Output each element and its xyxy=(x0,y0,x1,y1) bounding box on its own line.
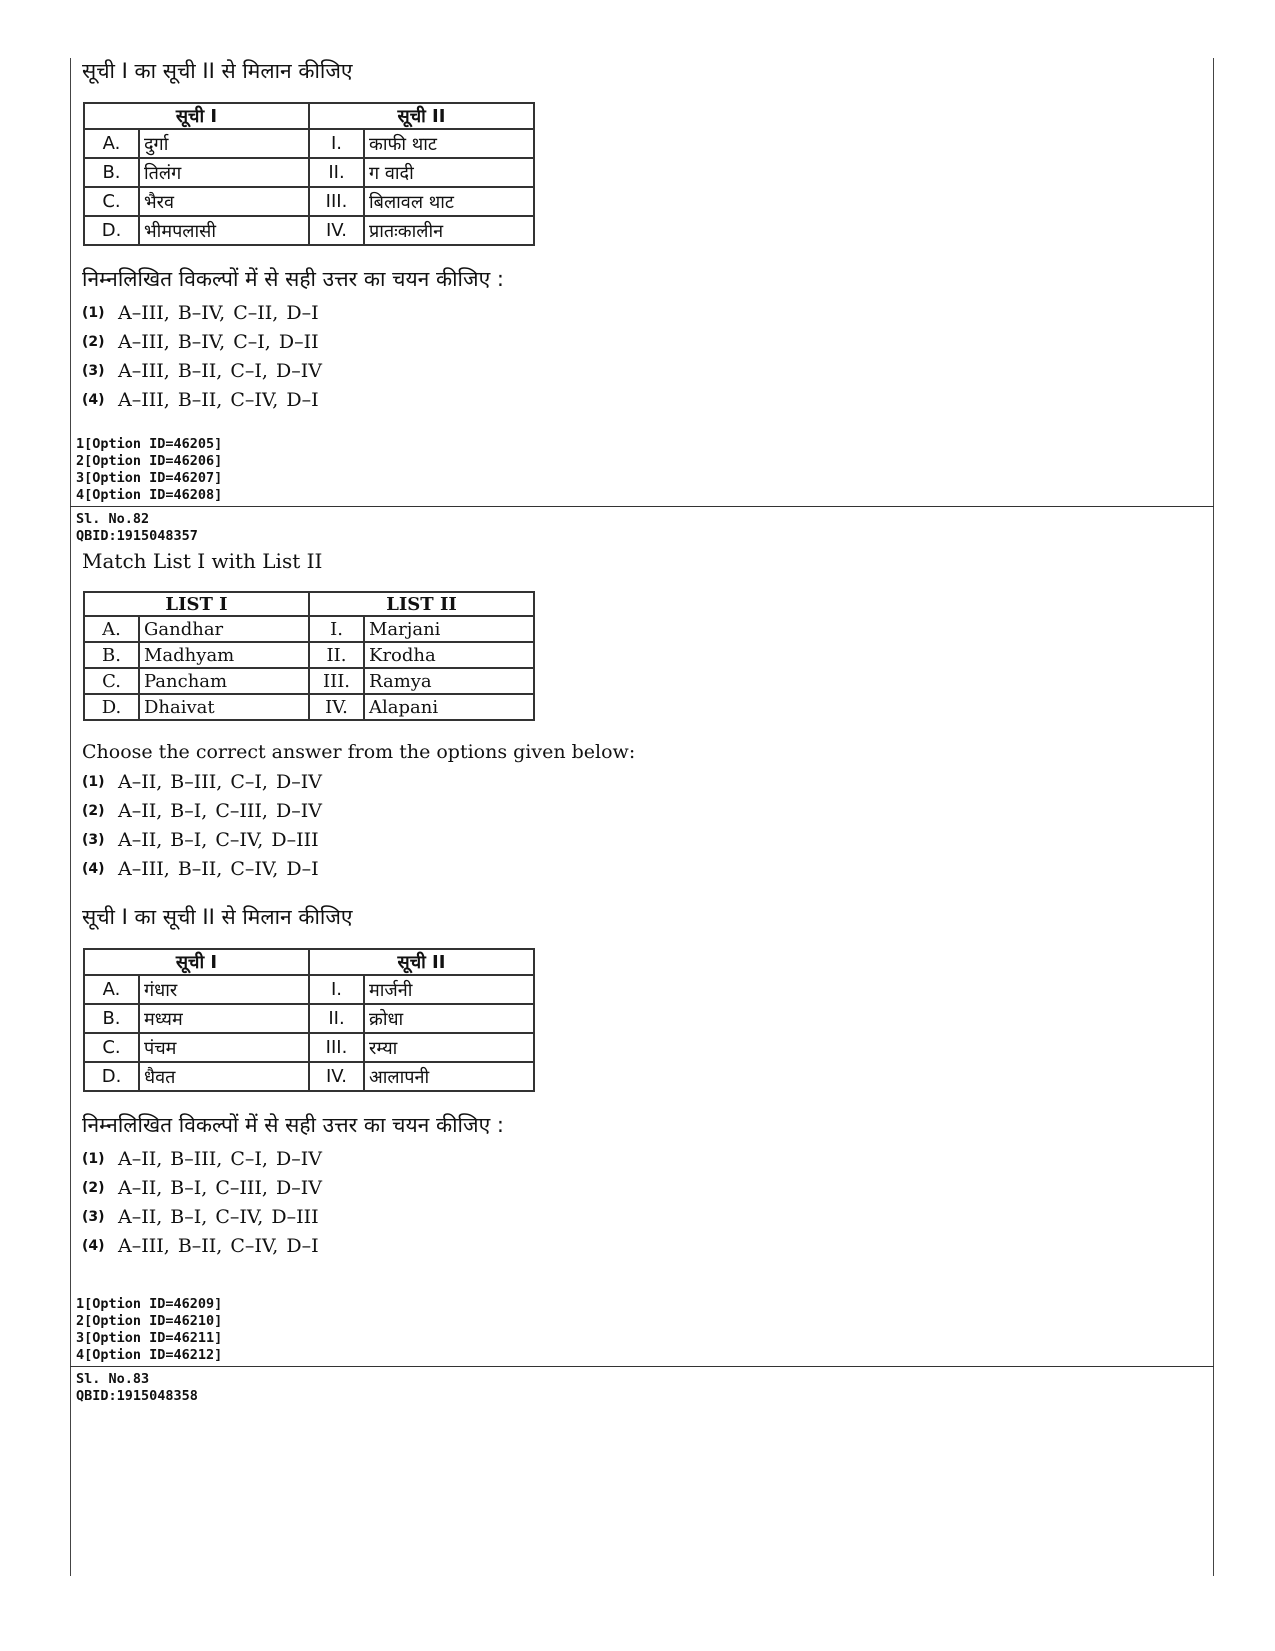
q82-english-block xyxy=(76,546,1206,883)
q82-hi-col1-header: सूची I xyxy=(84,949,309,975)
option-id: 1[Option ID=46205] xyxy=(76,436,223,452)
table-row xyxy=(84,216,534,245)
option-number: (4) xyxy=(82,860,105,877)
row-value: पंचम xyxy=(139,1033,309,1062)
option-id: 4[Option ID=46208] xyxy=(76,487,223,503)
option-item[interactable] xyxy=(76,1231,1206,1260)
option-text: A–III, B–IV, C–II, D–I xyxy=(118,301,319,324)
table-row xyxy=(84,129,534,158)
row-value: तिलंग xyxy=(139,158,309,187)
row-match: Alapani xyxy=(364,694,534,720)
row-label: D. xyxy=(84,216,139,245)
table-row xyxy=(84,975,534,1004)
option-id: 1[Option ID=46209] xyxy=(76,1296,223,1312)
q83-header xyxy=(76,1371,1206,1405)
row-value: मध्यम xyxy=(139,1004,309,1033)
row-value: दुर्गा xyxy=(139,129,309,158)
option-item[interactable] xyxy=(76,767,1206,796)
option-text: A–II, B–I, C–IV, D–III xyxy=(118,828,319,851)
q82-hi-match-table xyxy=(83,948,535,1092)
q82-hi-prompt: सूची I का सूची II से मिलान कीजिए xyxy=(82,905,353,929)
row-numeral: III. xyxy=(309,668,364,694)
table-row xyxy=(84,616,534,642)
row-numeral: II. xyxy=(309,1004,364,1033)
row-label: B. xyxy=(84,642,139,668)
q82-hi-options xyxy=(76,1144,1206,1260)
table-row xyxy=(84,1033,534,1062)
option-id: 2[Option ID=46206] xyxy=(76,453,223,469)
option-text: A–II, B–I, C–III, D–IV xyxy=(118,799,322,822)
row-label: B. xyxy=(84,158,139,187)
option-text: A–III, B–II, C–IV, D–I xyxy=(118,388,319,411)
q81-hi-match-table xyxy=(83,102,535,246)
q82-hindi-block xyxy=(76,902,1206,1260)
row-numeral: IV. xyxy=(309,216,364,245)
q81-hindi-block xyxy=(76,56,1206,414)
row-match: प्रातःकालीन xyxy=(364,216,534,245)
row-label: A. xyxy=(84,129,139,158)
row-value: Pancham xyxy=(139,668,309,694)
q82-option-ids xyxy=(76,1296,1206,1364)
option-text: A–III, B–IV, C–I, D–II xyxy=(118,330,319,353)
table-row xyxy=(84,642,534,668)
option-text: A–II, B–III, C–I, D–IV xyxy=(118,1147,322,1170)
q81-hi-instruction: निम्नलिखित विकल्पों में से सही उत्तर का चयन कीजिए : xyxy=(82,267,504,291)
table-row xyxy=(84,187,534,216)
row-label: D. xyxy=(84,1062,139,1091)
row-value: धैवत xyxy=(139,1062,309,1091)
table-row xyxy=(84,1004,534,1033)
option-number: (3) xyxy=(82,831,105,848)
serial-number: Sl. No.83 xyxy=(76,1371,150,1387)
row-match: Marjani xyxy=(364,616,534,642)
row-label: A. xyxy=(84,616,139,642)
row-label: A. xyxy=(84,975,139,1004)
option-id: 2[Option ID=46210] xyxy=(76,1313,223,1329)
q82-en-instruction: Choose the correct answer from the options given below: xyxy=(82,741,636,763)
row-match: Ramya xyxy=(364,668,534,694)
qbid: QBID:1915048357 xyxy=(76,528,198,544)
row-label: B. xyxy=(84,1004,139,1033)
question-divider xyxy=(70,1366,1214,1367)
option-number: (2) xyxy=(82,802,105,819)
option-number: (1) xyxy=(82,304,105,321)
q82-en-prompt: Match List I with List II xyxy=(82,549,323,573)
row-match: क्रोधा xyxy=(364,1004,534,1033)
row-numeral: I. xyxy=(309,616,364,642)
row-match: Krodha xyxy=(364,642,534,668)
row-label: C. xyxy=(84,1033,139,1062)
row-match: काफी थाट xyxy=(364,129,534,158)
row-numeral: I. xyxy=(309,129,364,158)
row-numeral: II. xyxy=(309,642,364,668)
option-number: (4) xyxy=(82,391,105,408)
option-item[interactable] xyxy=(76,298,1206,327)
option-item[interactable] xyxy=(76,854,1206,883)
q82-hi-col2-header: सूची II xyxy=(309,949,534,975)
option-number: (1) xyxy=(82,773,105,790)
table-row xyxy=(84,158,534,187)
option-text: A–II, B–I, C–III, D–IV xyxy=(118,1176,322,1199)
option-item[interactable] xyxy=(76,1202,1206,1231)
row-value: Dhaivat xyxy=(139,694,309,720)
row-match: बिलावल थाट xyxy=(364,187,534,216)
option-text: A–II, B–III, C–I, D–IV xyxy=(118,770,322,793)
option-text: A–II, B–I, C–IV, D–III xyxy=(118,1205,319,1228)
row-numeral: III. xyxy=(309,187,364,216)
q81-hi-col1-header: सूची I xyxy=(84,103,309,129)
option-number: (4) xyxy=(82,1237,105,1254)
row-label: D. xyxy=(84,694,139,720)
option-id: 3[Option ID=46211] xyxy=(76,1330,223,1346)
row-match: आलापनी xyxy=(364,1062,534,1091)
row-value: Gandhar xyxy=(139,616,309,642)
option-id: 3[Option ID=46207] xyxy=(76,470,223,486)
row-match: ग वादी xyxy=(364,158,534,187)
q81-hi-options xyxy=(76,298,1206,414)
option-item[interactable] xyxy=(76,1173,1206,1202)
option-number: (1) xyxy=(82,1150,105,1167)
table-row xyxy=(84,694,534,720)
q81-option-ids xyxy=(76,436,1206,504)
q82-en-match-table xyxy=(83,591,535,721)
q82-en-col1-header: LIST I xyxy=(84,592,309,616)
q82-hi-instruction: निम्नलिखित विकल्पों में से सही उत्तर का चयन कीजिए : xyxy=(82,1113,504,1137)
option-number: (2) xyxy=(82,333,105,350)
row-numeral: IV. xyxy=(309,1062,364,1091)
table-row xyxy=(84,1062,534,1091)
q81-hi-col2-header: सूची II xyxy=(309,103,534,129)
option-text: A–III, B–II, C–IV, D–I xyxy=(118,1234,319,1257)
option-text: A–III, B–II, C–IV, D–I xyxy=(118,857,319,880)
option-item[interactable] xyxy=(76,356,1206,385)
row-label: C. xyxy=(84,668,139,694)
option-item[interactable] xyxy=(76,385,1206,414)
row-value: गंधार xyxy=(139,975,309,1004)
option-item[interactable] xyxy=(76,1144,1206,1173)
row-numeral: I. xyxy=(309,975,364,1004)
option-item[interactable] xyxy=(76,825,1206,854)
row-match: रम्या xyxy=(364,1033,534,1062)
q82-en-options xyxy=(76,767,1206,883)
q81-hi-prompt: सूची I का सूची II से मिलान कीजिए xyxy=(82,59,353,83)
qbid: QBID:1915048358 xyxy=(76,1388,198,1404)
serial-number: Sl. No.82 xyxy=(76,511,150,527)
option-number: (3) xyxy=(82,1208,105,1225)
row-numeral: II. xyxy=(309,158,364,187)
row-value: भीमपलासी xyxy=(139,216,309,245)
q82-header xyxy=(76,511,1206,545)
table-row xyxy=(84,668,534,694)
row-label: C. xyxy=(84,187,139,216)
option-text: A–III, B–II, C–I, D–IV xyxy=(118,359,322,382)
question-divider xyxy=(70,506,1214,507)
option-item[interactable] xyxy=(76,327,1206,356)
option-id: 4[Option ID=46212] xyxy=(76,1347,223,1363)
row-value: भैरव xyxy=(139,187,309,216)
row-numeral: III. xyxy=(309,1033,364,1062)
row-value: Madhyam xyxy=(139,642,309,668)
option-number: (2) xyxy=(82,1179,105,1196)
row-match: मार्जनी xyxy=(364,975,534,1004)
option-number: (3) xyxy=(82,362,105,379)
row-numeral: IV. xyxy=(309,694,364,720)
option-item[interactable] xyxy=(76,796,1206,825)
q82-en-col2-header: LIST II xyxy=(309,592,534,616)
